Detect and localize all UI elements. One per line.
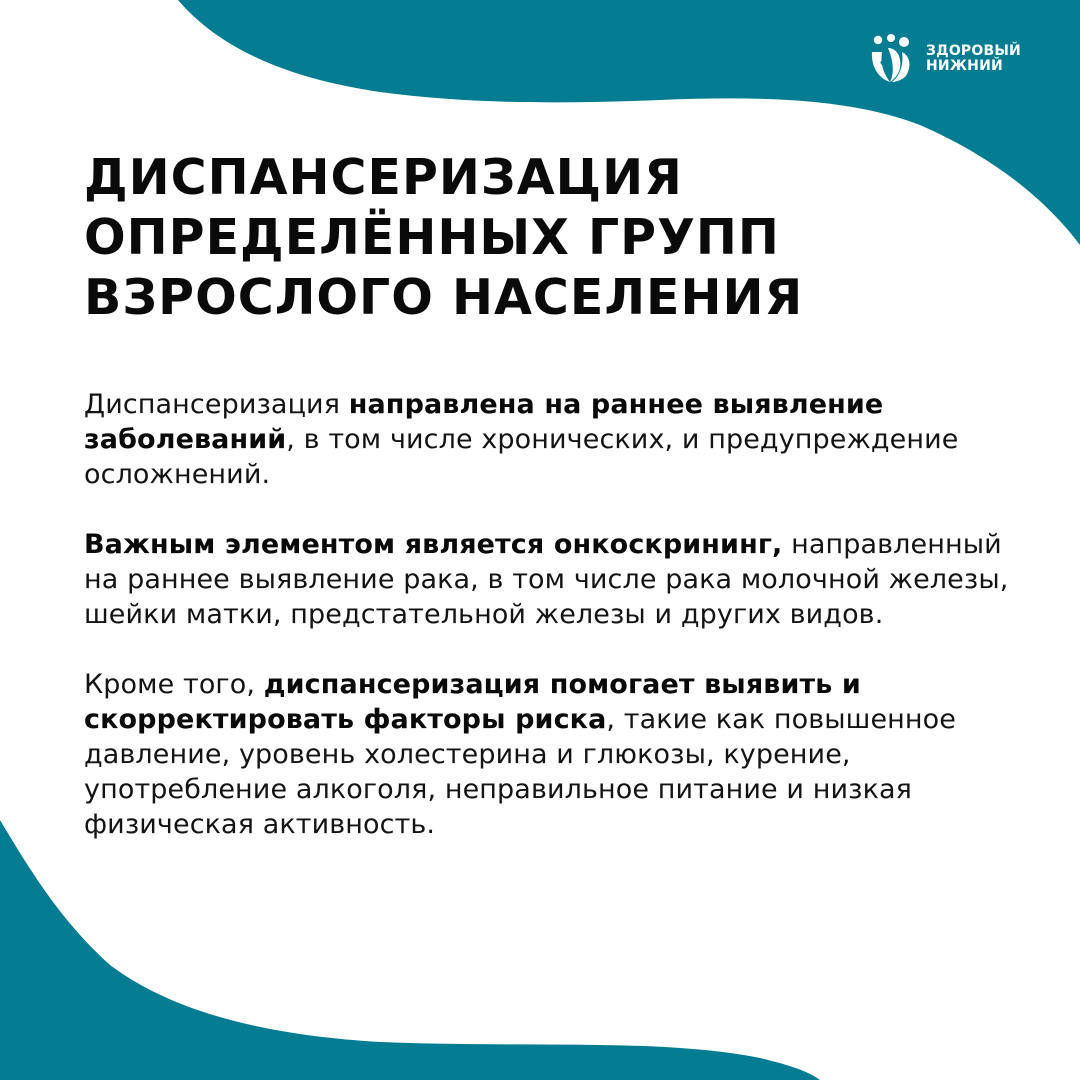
paragraph-3 xyxy=(84,667,1024,842)
p3-text-1: Кроме того, xyxy=(84,669,264,700)
logo-text xyxy=(926,44,1021,74)
bottom-left-wave xyxy=(0,820,820,1080)
logo-line-1: ЗДОРОВЫЙ xyxy=(926,43,1021,59)
p2-bold: Важным элементом является онкоскрининг, xyxy=(84,529,783,560)
logo-line-2: НИЖНИЙ xyxy=(926,58,1003,74)
p2-text-1: направленный на раннее выявление рака, в том числе рака молочной железы, шейки матки, предстательной железы и других видов. xyxy=(84,529,1009,630)
body-text xyxy=(84,387,1024,842)
title-line-1: ДИСПАНСЕРИЗАЦИЯ xyxy=(84,149,683,206)
paragraph-2 xyxy=(84,527,1024,632)
logo xyxy=(866,34,1021,84)
healthy-city-logo-icon xyxy=(866,34,916,84)
title-line-2: ОПРЕДЕЛЁННЫХ ГРУПП xyxy=(84,209,780,266)
p1-bold: направлена на раннее выявление заболеваний xyxy=(84,389,884,455)
p3-bold: диспансеризация помогает выявить и скорректировать факторы риска xyxy=(84,669,861,735)
paragraph-1 xyxy=(84,387,1024,492)
p1-text-2: , в том числе хронических, и предупреждение осложнений. xyxy=(84,424,959,490)
p1-text-1: Диспансеризация xyxy=(84,389,349,420)
p3-text-2: , такие как повышенное давление, уровень холестерина и глюкозы, курение, употребление алкоголя, неправильное питание и низкая физическая активность. xyxy=(84,704,957,840)
title-line-3: ВЗРОСЛОГО НАСЕЛЕНИЯ xyxy=(84,269,804,326)
page-title xyxy=(84,148,984,328)
